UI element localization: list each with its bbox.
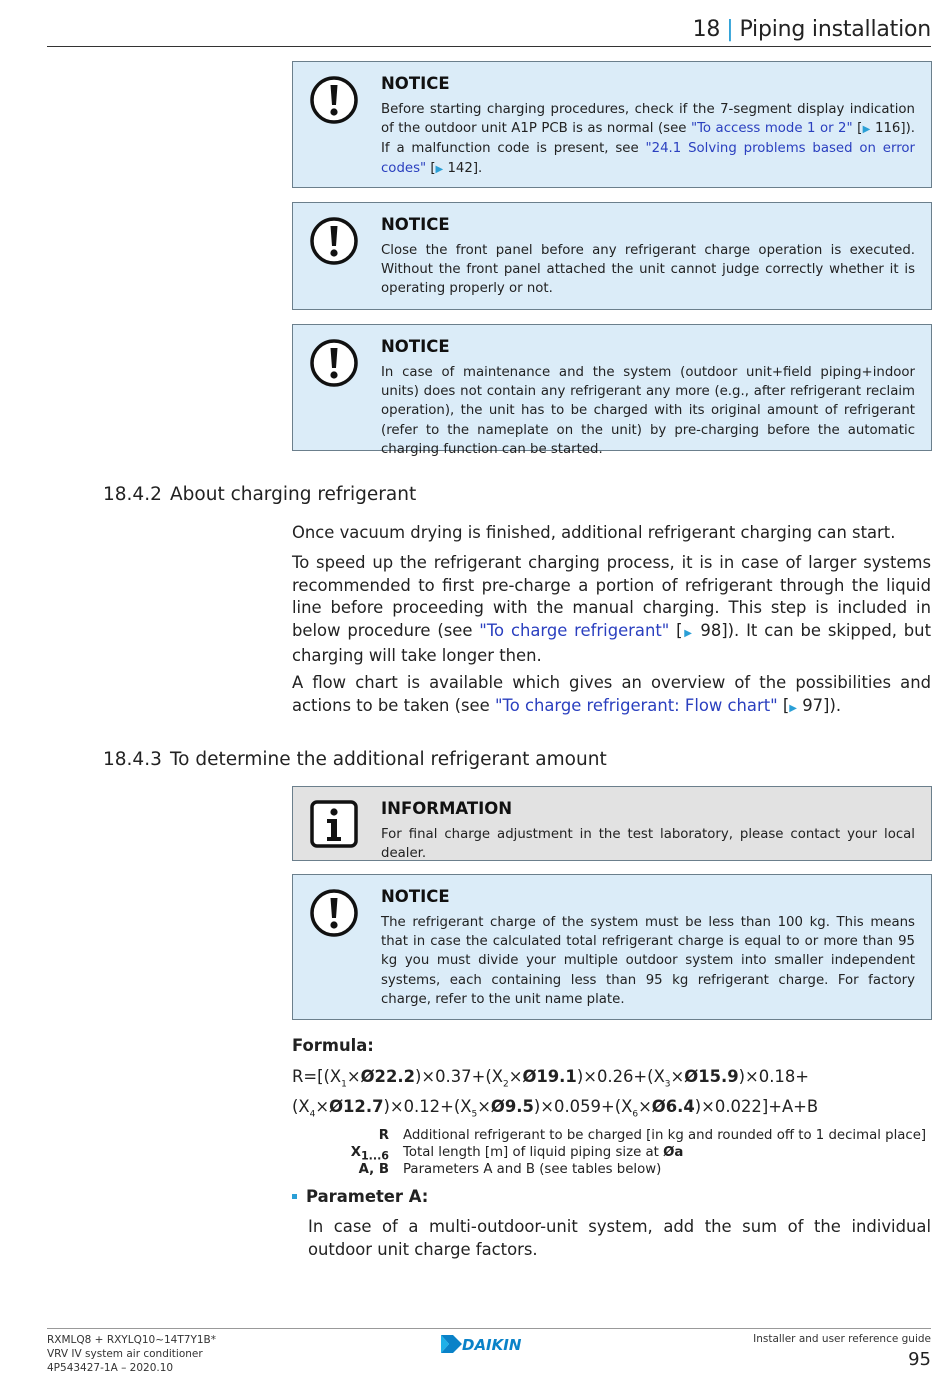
notice-text: The refrigerant charge of the system must be less than 100 kg. This means that in case the calculated total refrigerant charge is equal to or more than 95 kg you must divide your multiple outdoor system into smaller independent systems, each containing less than 95 kg refrigerant charge. For factory charge, refer to the unit name plate. bbox=[381, 915, 915, 1007]
bullet-marker bbox=[292, 1194, 297, 1199]
page-arrow-icon: ▶ bbox=[789, 702, 797, 714]
footer-model: RXMLQ8 + RXYLQ10~14T7Y1B* bbox=[47, 1334, 216, 1346]
notice-title: NOTICE bbox=[381, 887, 450, 906]
formula-title: Formula: bbox=[292, 1036, 374, 1055]
paragraph-pre-charge: To speed up the refrigerant charging process, it is in case of larger systems recommended to first pre-charge a portion of refrigerant through the liquid line before proceeding with the manual charging. This step is included in below procedure (see "To charge refrigerant" [▶ 98]). It can be skipped, but charging will take longer then. bbox=[292, 553, 931, 665]
paragraph-vacuum-finished: Once vacuum drying is finished, additional refrigerant charging can start. bbox=[292, 523, 896, 542]
section-title: To determine the additional refrigerant amount bbox=[170, 749, 607, 770]
notice-box-mode-check bbox=[292, 61, 932, 188]
parameter-a-text: In case of a multi-outdoor-unit system, add the sum of the individual outdoor unit charge factors. bbox=[308, 1217, 931, 1259]
chapter-title: Piping installation bbox=[739, 17, 931, 42]
section-heading-18-4-2 bbox=[103, 484, 416, 505]
cross-reference-link[interactable]: "To access mode 1 or 2" bbox=[690, 121, 853, 137]
footer-doc-id: 4P543427-1A – 2020.10 bbox=[47, 1362, 174, 1374]
header-divider bbox=[47, 46, 931, 47]
legend-value: Total length [m] of liquid piping size at Øa bbox=[403, 1145, 684, 1160]
notice-box-front-panel bbox=[292, 202, 932, 310]
parameter-a-title: Parameter A: bbox=[306, 1187, 429, 1206]
page-arrow-icon: ▶ bbox=[435, 163, 444, 175]
footer-guide-title: Installer and user reference guide bbox=[753, 1333, 931, 1345]
information-text: For final charge adjustment in the test laboratory, please contact your local dealer. bbox=[381, 827, 915, 862]
page-number: 95 bbox=[908, 1349, 931, 1370]
footer-divider bbox=[47, 1328, 931, 1329]
cross-reference-link[interactable]: "To charge refrigerant: Flow chart" bbox=[494, 695, 778, 715]
page-arrow-icon: ▶ bbox=[682, 627, 694, 639]
legend-key: R bbox=[378, 1128, 389, 1143]
information-title: INFORMATION bbox=[381, 799, 513, 818]
legend-key: $X_{1...6}$ bbox=[350, 1145, 389, 1163]
notice-title: NOTICE bbox=[381, 74, 450, 93]
parameter-a-heading bbox=[292, 1187, 428, 1206]
exclamation-icon bbox=[309, 216, 359, 266]
information-box bbox=[292, 786, 932, 861]
page-arrow-icon: ▶ bbox=[862, 124, 871, 136]
section-number: 18.4.2 bbox=[103, 484, 162, 505]
notice-title: NOTICE bbox=[381, 337, 450, 356]
formula-line-1: $R=[(X_1\times Ø22.2)\times 0.37+(X_2\times Ø19.1)\times 0.26+(X_3\times Ø15.9)\times 0.18+$ bbox=[292, 1067, 809, 1090]
legend-value: Additional refrigerant to be charged [in kg and rounded off to 1 decimal place] bbox=[403, 1128, 927, 1143]
exclamation-icon bbox=[309, 75, 359, 125]
legend-key: A, B bbox=[358, 1162, 389, 1177]
notice-box-maintenance bbox=[292, 324, 932, 457]
exclamation-icon bbox=[309, 338, 359, 388]
section-title: About charging refrigerant bbox=[170, 484, 417, 505]
logo-wordmark: DAIKIN bbox=[462, 1336, 522, 1354]
footer-doc-info bbox=[47, 1333, 216, 1375]
legend-value: Parameters A and B (see tables below) bbox=[403, 1162, 662, 1177]
chapter-number: 18 bbox=[692, 17, 721, 42]
footer-product: VRV IV system air conditioner bbox=[47, 1348, 203, 1360]
section-number: 18.4.3 bbox=[103, 749, 162, 770]
cross-reference-link[interactable]: "To charge refrigerant" bbox=[479, 620, 670, 640]
exclamation-icon bbox=[309, 888, 359, 938]
notice-title: NOTICE bbox=[381, 215, 450, 234]
notice-text: Before starting charging procedures, check if the 7-segment display indication of the outdoor unit A1P PCB is as normal (see "To access mode 1 or 2" [▶ 116]). If a malfunction code is present, see "24.1 Solving problems based on error codes" [▶ 142]. bbox=[381, 102, 915, 176]
formula bbox=[292, 1066, 818, 1126]
header-separator: | bbox=[726, 17, 734, 42]
formula-line-2: $(X_4\times Ø12.7)\times 0.12+(X_5\times Ø9.5)\times 0.059+(X_6\times Ø6.4)\times 0.022]+A+B$ bbox=[292, 1096, 819, 1120]
paragraph-flow-chart: A flow chart is available which gives an overview of the possibilities and actions to be taken (see "To charge refrigerant: Flow chart" [▶ 97]). bbox=[292, 673, 931, 715]
section-heading-18-4-3 bbox=[103, 749, 607, 770]
daikin-logo bbox=[440, 1333, 540, 1355]
cross-reference-link[interactable]: "24.1 Solving problems based on error codes" bbox=[381, 141, 915, 176]
notice-text: In case of maintenance and the system (outdoor unit+field piping+indoor units) does not contain any refrigerant any more (e.g., after refrigerant reclaim operation), the unit has to be charged with its original amount of refrigerant (refer to the nameplate on the unit) by pre-charging before the automatic charging function can be started. bbox=[381, 365, 915, 457]
notice-text: Close the front panel before any refrigerant charge operation is executed. Without the front panel attached the unit cannot judge correctly whether it is operating properly or not. bbox=[381, 243, 915, 297]
page-header bbox=[693, 17, 931, 42]
information-icon bbox=[309, 799, 359, 849]
notice-box-charge-limit bbox=[292, 874, 932, 1020]
